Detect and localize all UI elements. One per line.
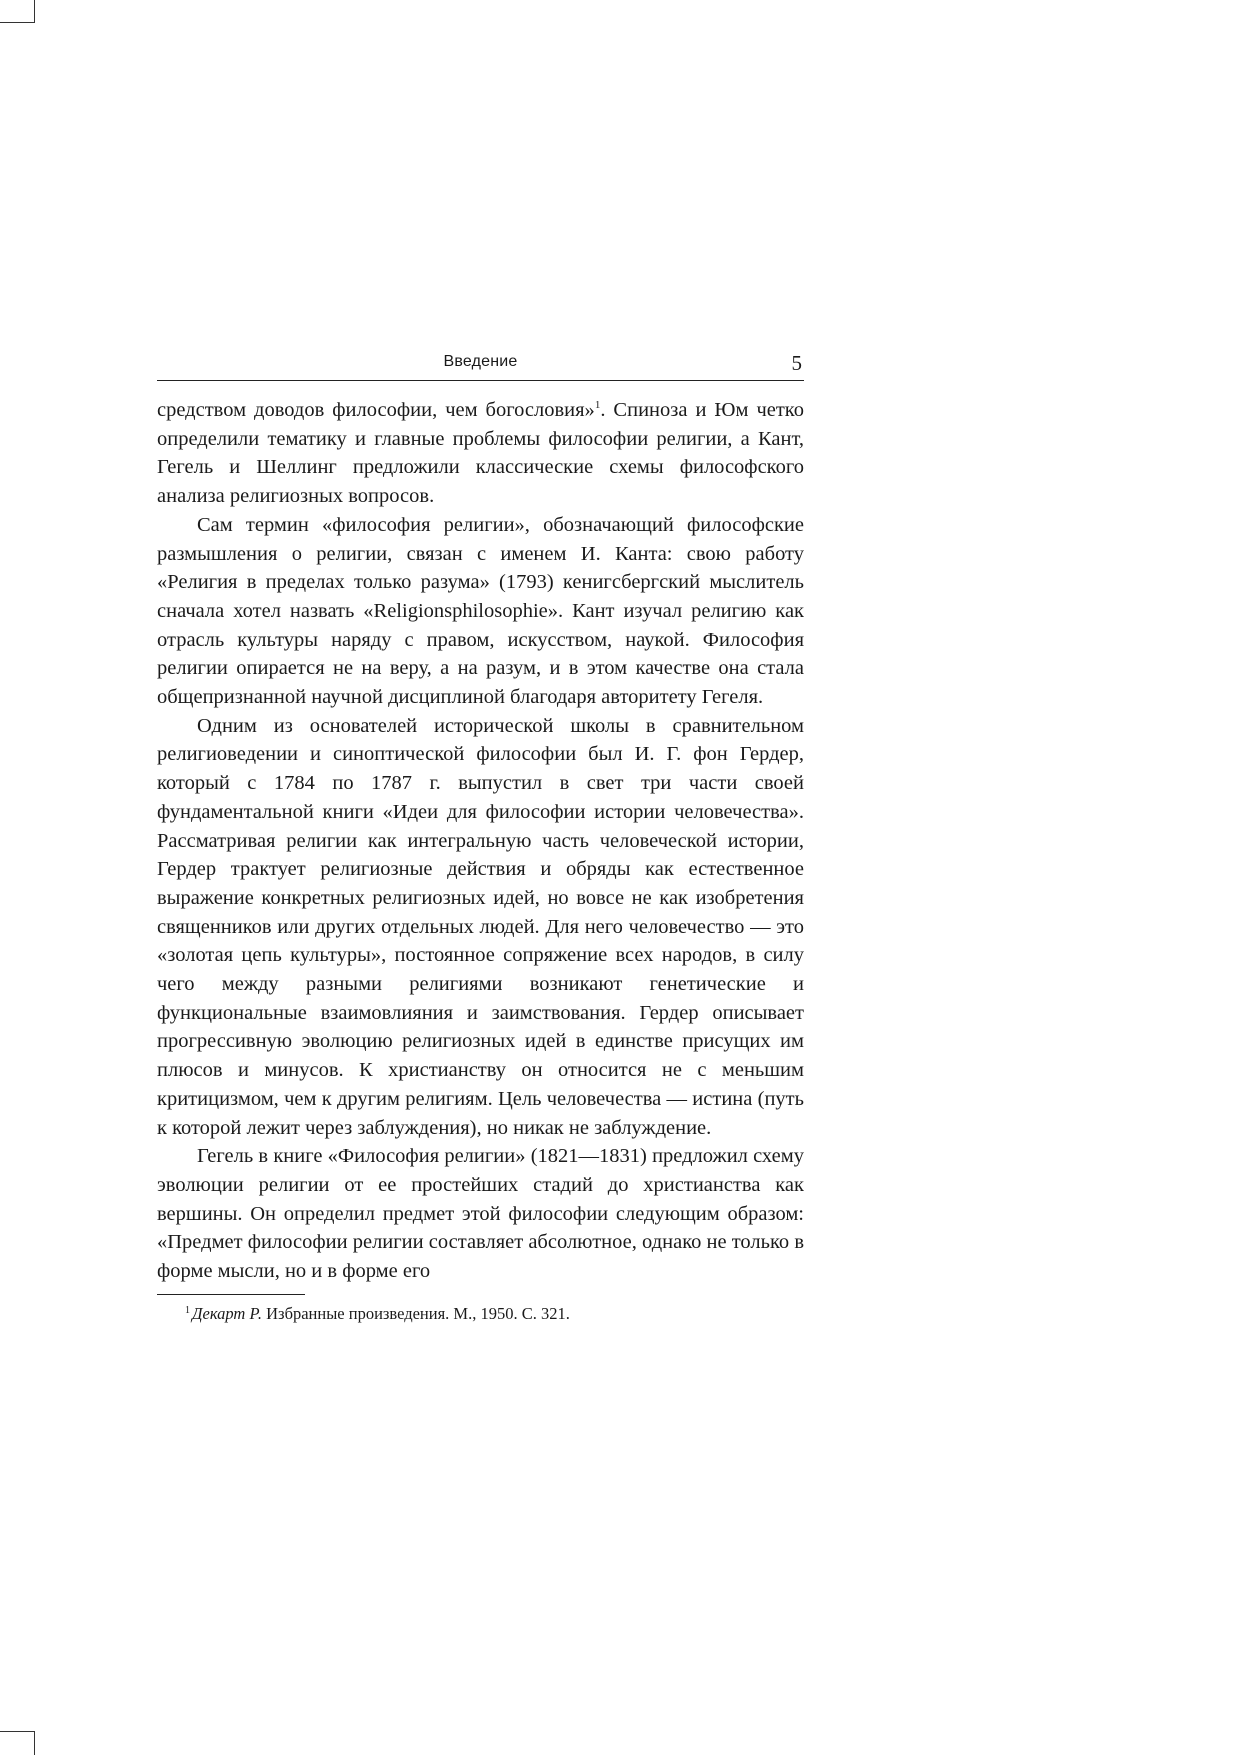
paragraph: Гегель в книге «Философия религии» (1821—1831) предложил схему эволюции религии от ее простейших стадий до христианства как вершины. Он определил предмет этой философии следующим образом: «Предмет философии религии составляет абсолютное, однако не только в форме мысли, но и в форме его bbox=[157, 1145, 804, 1283]
body-text bbox=[157, 396, 804, 1286]
paragraph-continued bbox=[157, 396, 804, 511]
footnote-separator bbox=[157, 1294, 305, 1295]
book-page bbox=[157, 351, 804, 1325]
crop-mark-top-left-horizontal bbox=[0, 22, 34, 23]
crop-mark-bottom-left-vertical bbox=[34, 1731, 35, 1755]
page-number: 5 bbox=[791, 351, 802, 375]
paragraph: Одним из основателей исторической школы в сравнительном религиоведении и синоптической философии был И. Г. фон Гердер, который с 1784 по 1787 г. выпустил в свет три части своей фундаментальной книги «Идеи для философии истории человечества». Рассматривая религии как интегральную часть человеческой истории, Гердер трактует религиозные действия и обряды как естественное выражение конкретных религиозных идей, но вовсе не как изобретения священников или других отдельных людей. Для него человечество — это «золотая цепь культуры», постоянное сопряжение всех народов, в силу чего между разными религиями возникают генетические и функциональные взаимовлияния и заимствования. Гердер описывает прогрессивную эволюцию религиозных идей в единстве присущих им плюсов и минусов. К христианству он относится не с меньшим критицизмом, чем к другим религиям. Цель человечества — истина (путь к которой лежит через заблуждения), но никак не заблуждение. bbox=[157, 714, 804, 1139]
footnote-author: Декарт Р. bbox=[192, 1303, 263, 1323]
running-head bbox=[157, 351, 804, 381]
paragraph-text: средством доводов философии, чем богословия» bbox=[157, 399, 595, 421]
crop-mark-bottom-left-horizontal bbox=[0, 1731, 34, 1732]
footnote-reference: 1 bbox=[594, 399, 601, 411]
running-head-title: Введение bbox=[443, 353, 518, 370]
footnote bbox=[157, 1303, 804, 1325]
footnote-number: 1 bbox=[185, 1304, 190, 1316]
paragraph-text: . Спиноза и Юм четко определили тематику и главные проблемы философии религии, а Кант, Гегель и Шеллинг предложили классические схемы философского анализа религиозных вопросов. bbox=[157, 399, 804, 508]
footnote-text: Избранные произведения. М., 1950. С. 321. bbox=[262, 1303, 570, 1323]
crop-mark-top-left-vertical bbox=[34, 0, 35, 23]
paragraph: Сам термин «философия религии», обозначающий философские размышления о религии, связан с именем И. Канта: свою работу «Религия в пределах только разума» (1793) кенигсбергский мыслитель сначала хотел назвать «Religionsphilosophie». Кант изучал религию как отрасль культуры наряду с правом, искусством, наукой. Философия религии опирается не на веру, а на разум, и в этом качестве она стала общепризнанной научной дисциплиной благодаря авторитету Гегеля. bbox=[157, 513, 804, 709]
